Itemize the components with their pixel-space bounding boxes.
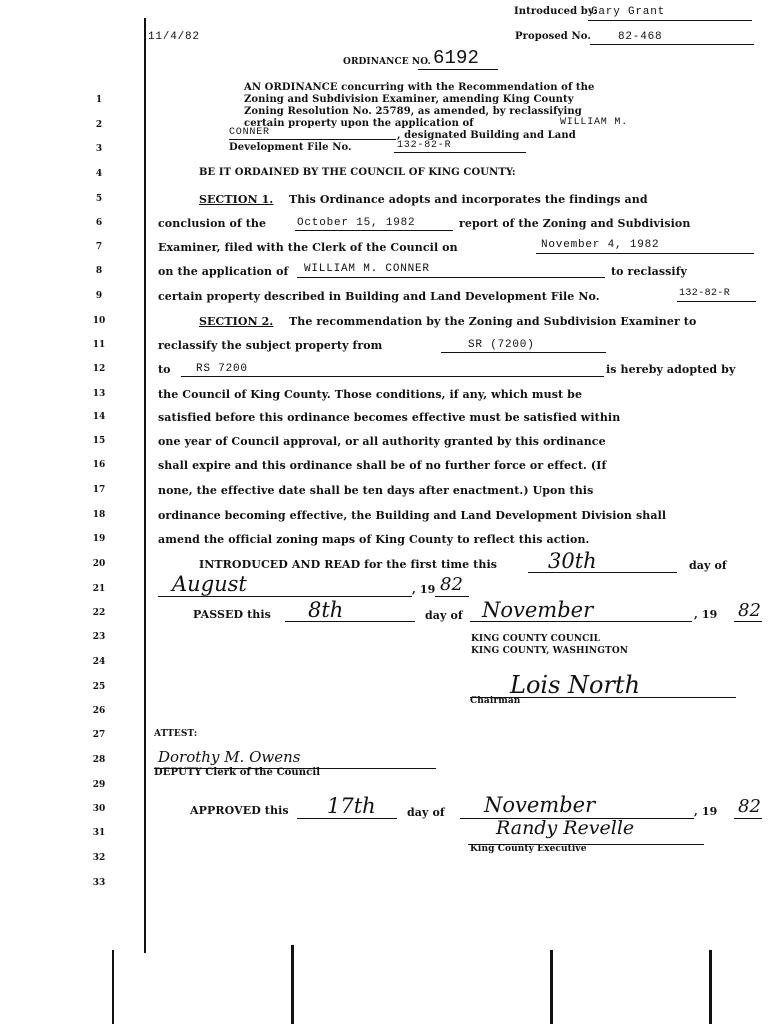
applicant-name: WILLIAM M. CONNER [304, 263, 430, 275]
line-number: 11 [92, 340, 106, 350]
approved-year: 82 [738, 796, 761, 817]
line-number: 3 [95, 144, 103, 154]
chairman-label: Chairman [470, 696, 521, 706]
line-number: 22 [92, 608, 106, 618]
section-2-line-1: The recommendation by the Zoning and Subdivision Examiner to [289, 315, 697, 328]
section-1-line-3a: Examiner, filed with the Clerk of the Council on [158, 241, 458, 254]
line-number: 12 [92, 364, 106, 374]
filed-date: November 4, 1982 [541, 239, 660, 251]
title-line-4: certain property upon the application of [244, 118, 474, 129]
title-file-no-underline [394, 152, 526, 153]
section-2-line-10: amend the official zoning maps of King County to reflect this action. [158, 533, 590, 546]
ordinance-number: 6192 [433, 47, 480, 69]
title-cont: , designated Building and Land [397, 130, 576, 141]
line-number: 17 [92, 485, 106, 495]
section-2-line-3b: is hereby adopted by [606, 363, 736, 376]
council-line-1: KING COUNTY COUNCIL [471, 634, 601, 644]
from-zone: SR (7200) [468, 339, 535, 351]
line-number: 5 [95, 194, 103, 204]
proposed-no-underline [590, 44, 754, 45]
executive-signature: Randy Revelle [496, 817, 635, 839]
approved-day-underline [297, 818, 397, 819]
scan-mark [709, 950, 712, 1024]
approved-month: November [484, 793, 596, 817]
body-file-no-underline [677, 301, 756, 302]
line-number: 19 [92, 534, 106, 544]
filed-date-underline [536, 253, 754, 254]
line-number: 24 [92, 657, 106, 667]
title-line-3: Zoning Resolution No. 25789, as amended, by reclassifying [244, 106, 582, 117]
passed-year-underline [734, 621, 762, 622]
approved-day: 17th [327, 794, 376, 818]
line-number: 21 [92, 584, 106, 594]
introduced-by-value: Gary Grant [591, 6, 666, 18]
attest-label: ATTEST: [154, 729, 198, 739]
section-2-line-3a: to [158, 363, 171, 376]
to-zone-underline [181, 376, 604, 377]
passed-month-underline [470, 621, 692, 622]
left-margin-rule [144, 18, 146, 953]
report-date: October 15, 1982 [297, 217, 416, 229]
line-number: 25 [92, 682, 106, 692]
line-number: 23 [92, 632, 106, 642]
section-2-line-2: reclassify the subject property from [158, 339, 383, 352]
line-number: 16 [92, 460, 106, 470]
introduced-month: August [172, 572, 247, 596]
line-number: 7 [95, 242, 103, 252]
introduced-day-of: day of [689, 559, 727, 572]
section-2-line-7: shall expire and this ordinance shall be of no further force or effect. (If [158, 459, 607, 472]
line-number: 15 [92, 436, 106, 446]
section-2-line-8: none, the effective date shall be ten days after enactment.) Upon this [158, 484, 594, 497]
from-zone-underline [441, 352, 606, 353]
line-number: 31 [92, 828, 106, 838]
to-zone: RS 7200 [196, 363, 248, 375]
line-number: 1 [95, 95, 103, 105]
line-number: 30 [92, 804, 106, 814]
introduced-year-underline [435, 596, 469, 597]
applicant-part-2: CONNER [229, 127, 270, 138]
line-number: 29 [92, 780, 106, 790]
passed-label: PASSED this [193, 608, 271, 621]
applicant-underline [229, 139, 396, 140]
section-1-line-4a: on the application of [158, 265, 289, 278]
introduced-label: INTRODUCED AND READ for the first time this [199, 558, 498, 571]
approved-year-prefix: , 19 [694, 805, 718, 818]
clerk-label: DEPUTY Clerk of the Council [154, 767, 321, 778]
proposed-no-label: Proposed No. [515, 31, 591, 42]
chairman-signature: Lois North [510, 671, 641, 699]
introduced-month-underline [158, 596, 412, 597]
section-2-line-6: one year of Council approval, or all authority granted by this ordinance [158, 435, 606, 448]
line-number: 10 [92, 316, 106, 326]
council-line-2: KING COUNTY, WASHINGTON [471, 646, 629, 656]
section-1-line-1: This Ordinance adopts and incorporates the findings and [289, 193, 648, 206]
section-2-line-9: ordinance becoming effective, the Building and Land Development Division shall [158, 509, 667, 522]
introduced-day: 30th [548, 549, 597, 573]
introduced-by-label: Introduced by: [514, 6, 598, 17]
clerk-signature: Dorothy M. Owens [158, 748, 301, 766]
line-number: 33 [92, 878, 106, 888]
ordinance-number-underline [418, 69, 498, 70]
introduced-day-underline [528, 572, 677, 573]
section-1-label: SECTION 1. [199, 193, 274, 206]
line-number: 8 [95, 266, 103, 276]
section-2-label: SECTION 2. [199, 315, 274, 328]
line-number: 28 [92, 755, 106, 765]
passed-year: 82 [738, 600, 761, 621]
enacting-clause: BE IT ORDAINED BY THE COUNCIL OF KING COUNTY: [199, 167, 516, 178]
line-number: 20 [92, 559, 106, 569]
title-line-2: Zoning and Subdivision Examiner, amending King County [244, 94, 574, 105]
scan-mark [550, 950, 553, 1024]
line-number: 2 [95, 120, 103, 130]
line-number: 18 [92, 510, 106, 520]
approved-day-of: day of [407, 806, 445, 819]
ordinance-label: ORDINANCE NO. [343, 57, 431, 67]
section-1-line-2b: report of the Zoning and Subdivision [459, 217, 691, 230]
line-number: 27 [92, 730, 106, 740]
approved-year-underline [734, 818, 762, 819]
section-1-line-5: certain property described in Building and Land Development File No. [158, 290, 600, 303]
scan-mark [112, 950, 114, 1024]
passed-month: November [482, 598, 594, 622]
title-file-no: 132-82-R [397, 140, 452, 151]
section-1-line-4b: to reclassify [611, 265, 688, 278]
line-number: 13 [92, 389, 106, 399]
section-2-line-5: satisfied before this ordinance becomes effective must be satisfied within [158, 411, 621, 424]
passed-day-underline [285, 621, 415, 622]
passed-day: 8th [308, 598, 344, 622]
file-no-label: Development File No. [229, 142, 352, 153]
date-stamp: 11/4/82 [148, 31, 200, 43]
line-number: 6 [95, 218, 103, 228]
introduced-year: 82 [440, 574, 463, 595]
applicant-name-underline [297, 277, 605, 278]
proposed-no-value: 82-468 [618, 31, 663, 43]
report-date-underline [295, 230, 453, 231]
line-number: 26 [92, 706, 106, 716]
line-number: 4 [95, 169, 103, 179]
introduced-by-underline [588, 20, 752, 21]
line-number: 32 [92, 853, 106, 863]
passed-year-prefix: , 19 [694, 608, 718, 621]
section-2-line-4: the Council of King County. Those conditions, if any, which must be [158, 388, 583, 401]
body-file-no: 132-82-R [679, 288, 731, 299]
section-1-line-2a: conclusion of the [158, 217, 267, 230]
title-line-1: AN ORDINANCE concurring with the Recommendation of the [244, 82, 595, 93]
passed-day-of: day of [425, 609, 463, 622]
approved-label: APPROVED this [190, 804, 289, 817]
executive-label: King County Executive [470, 844, 587, 854]
introduced-year-prefix: , 19 [412, 583, 436, 596]
line-number: 14 [92, 412, 106, 422]
scan-mark [291, 945, 294, 1024]
line-number: 9 [95, 291, 103, 301]
applicant-part-1: WILLIAM M. [560, 117, 629, 128]
